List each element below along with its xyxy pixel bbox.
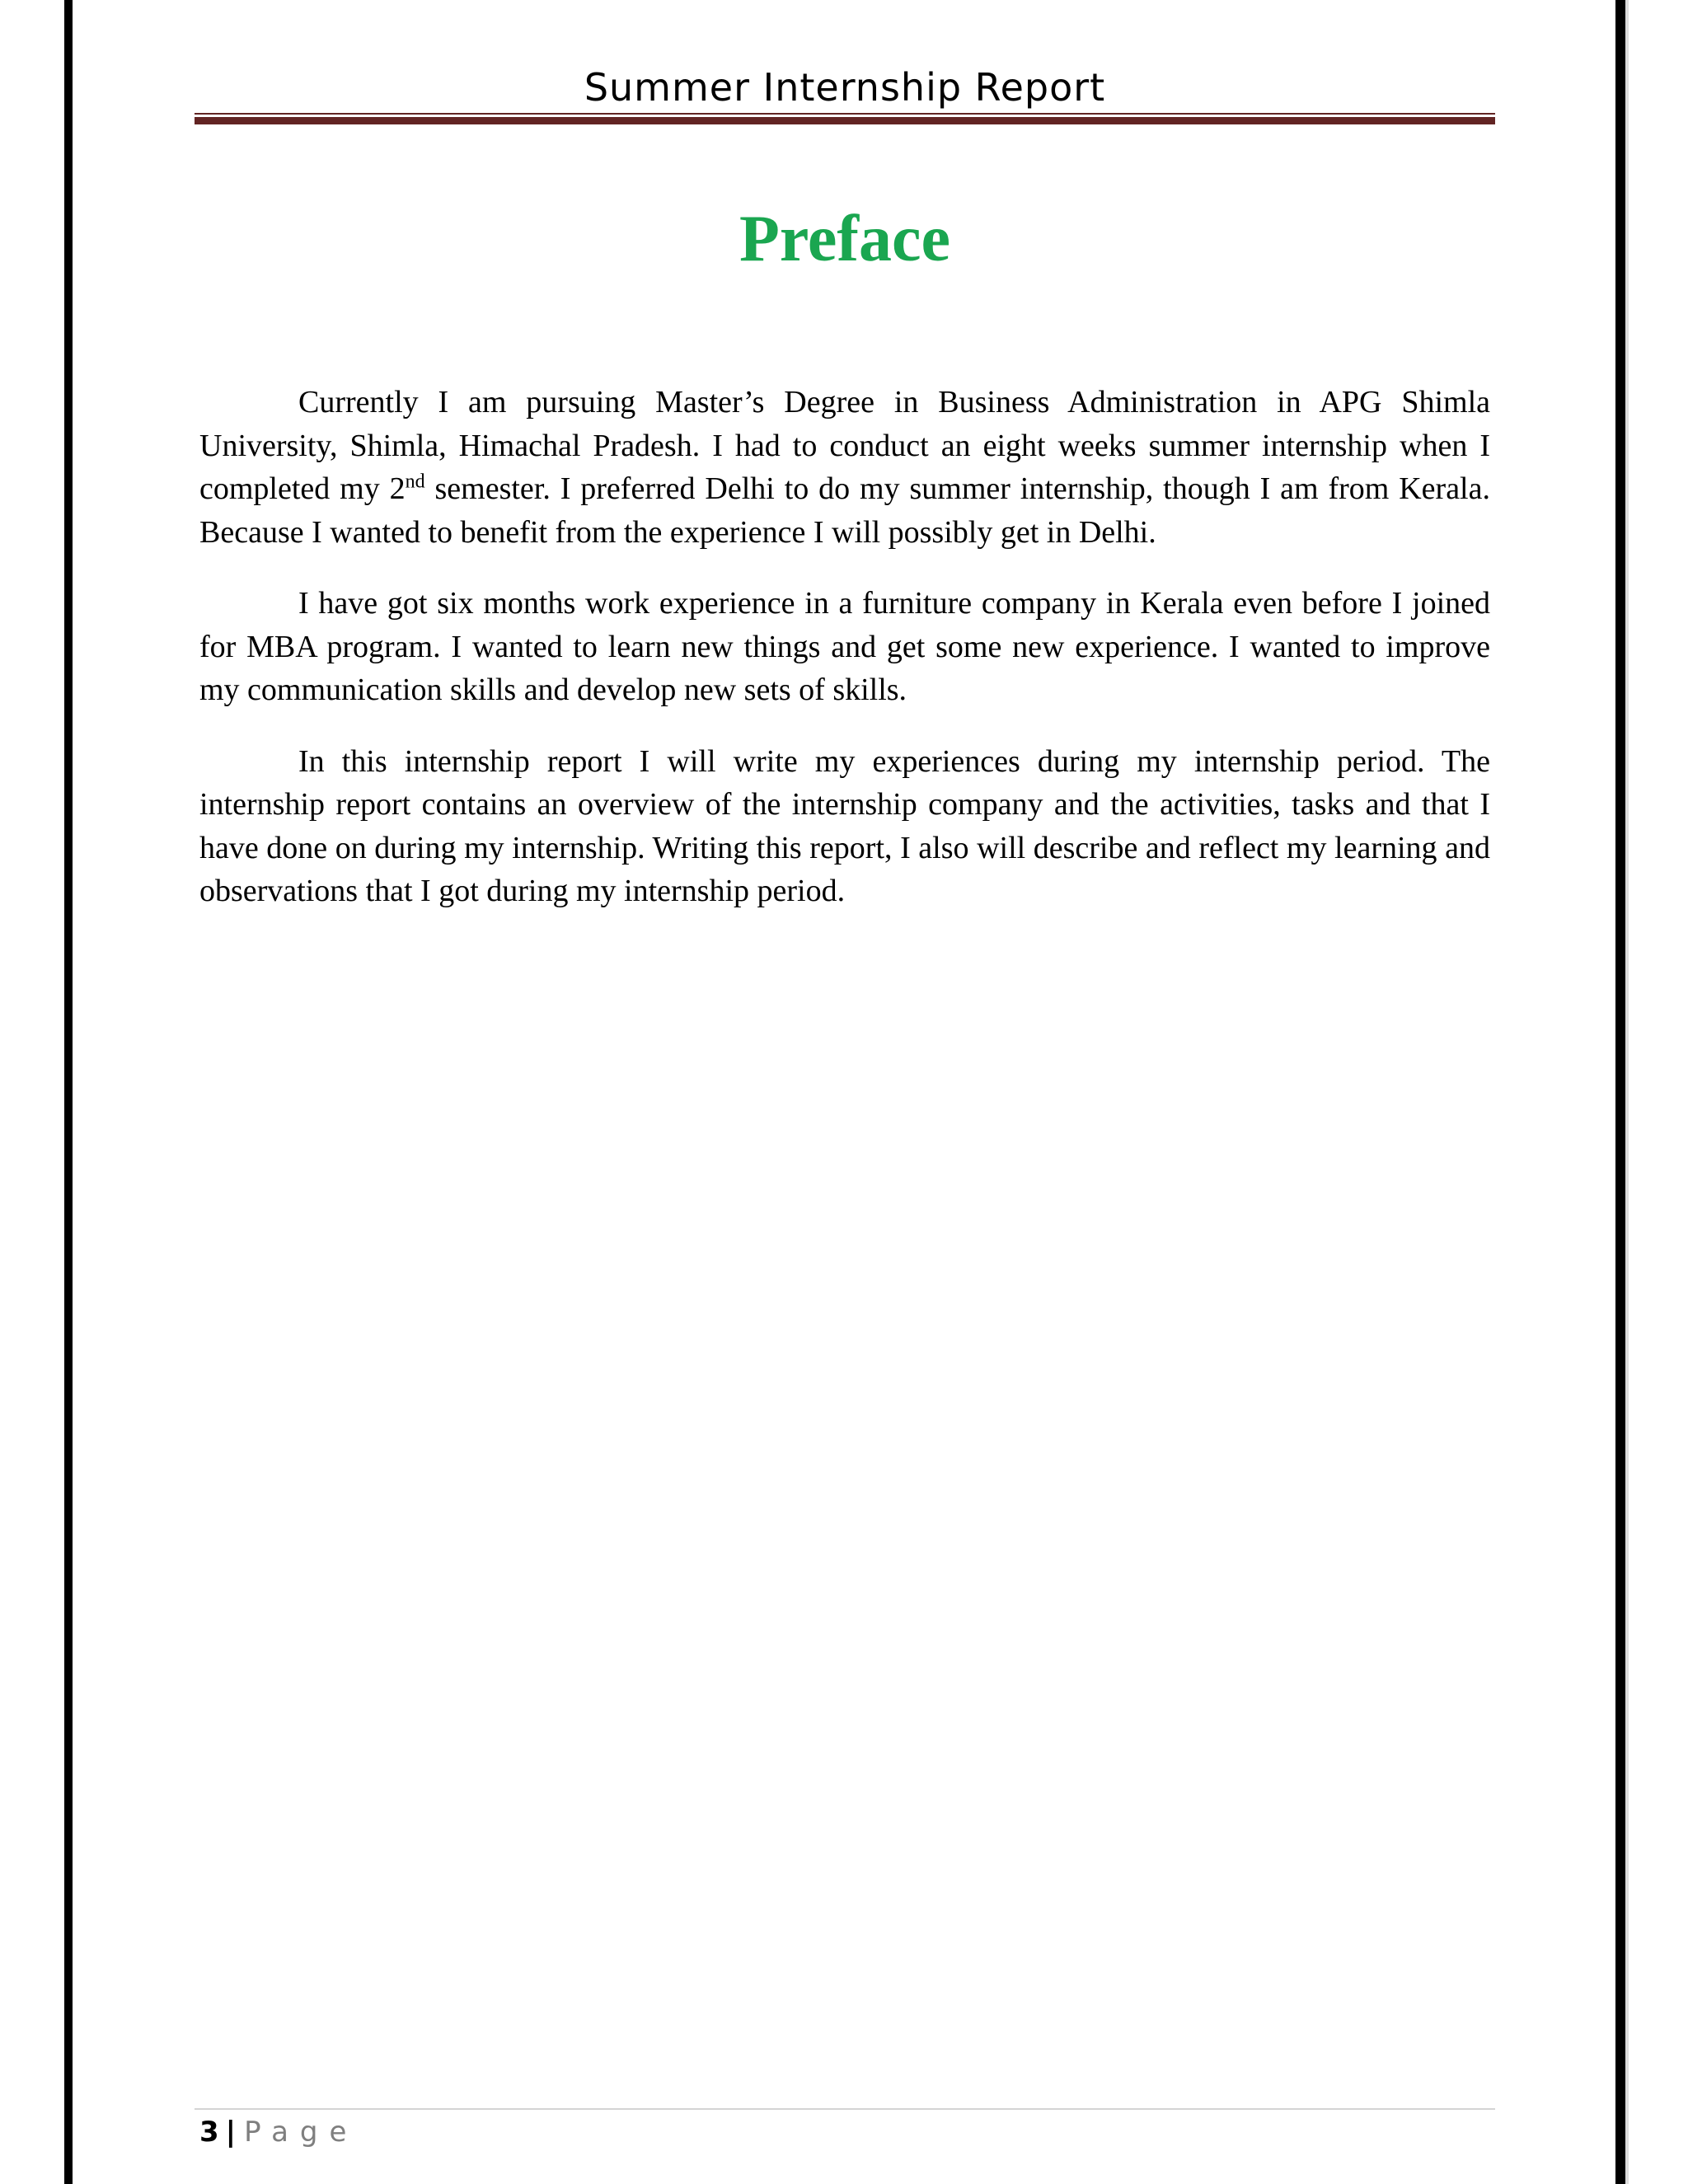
page-border-left — [64, 0, 73, 2184]
page-shadow-right — [1625, 0, 1629, 2184]
header-rule-thick — [195, 117, 1495, 124]
paragraph-3: In this internship report I will write my experiences during my internship period. The internship report contains an overview of the internship company and the activities, tasks and that I have done on during my internship. Writing this report, I also will describe and reflect my learning and observations that I got during my internship period. — [199, 743, 1490, 908]
paragraph-2: I have got six months work experience in a furniture company in Kerala even before I joined for MBA program. I wanted to learn new things and get some new experience. I wanted to improve my communication skills and develop new sets of skills. — [199, 586, 1490, 707]
footer-separator: | — [225, 2116, 237, 2149]
page-border-right — [1615, 0, 1625, 2184]
running-header-title: Summer Internship Report — [584, 65, 1106, 110]
paragraph-1-text-after: semester. I preferred Delhi to do my summer internship, though I am from Kerala. Because I wanted to benefit from the experience I will possibly get in Delhi. — [199, 471, 1490, 550]
page-label: Page — [244, 2116, 359, 2149]
preface-body — [199, 381, 1490, 941]
ordinal-superscript: nd — [405, 471, 425, 493]
footer-rule — [195, 2108, 1495, 2110]
paragraph-1-text-before: Currently I am pursuing Master’s Degree in Business Administration in APG Shimla University, Shimla, Himachal Pradesh. I had to conduct an eight weeks summer internship when I completed my 2 — [199, 385, 1490, 506]
page-footer — [199, 2111, 358, 2153]
header-rule-thin — [195, 113, 1495, 115]
page-number: 3 — [199, 2116, 219, 2149]
paragraph-1 — [199, 381, 1490, 554]
page-title: Preface — [738, 203, 951, 275]
